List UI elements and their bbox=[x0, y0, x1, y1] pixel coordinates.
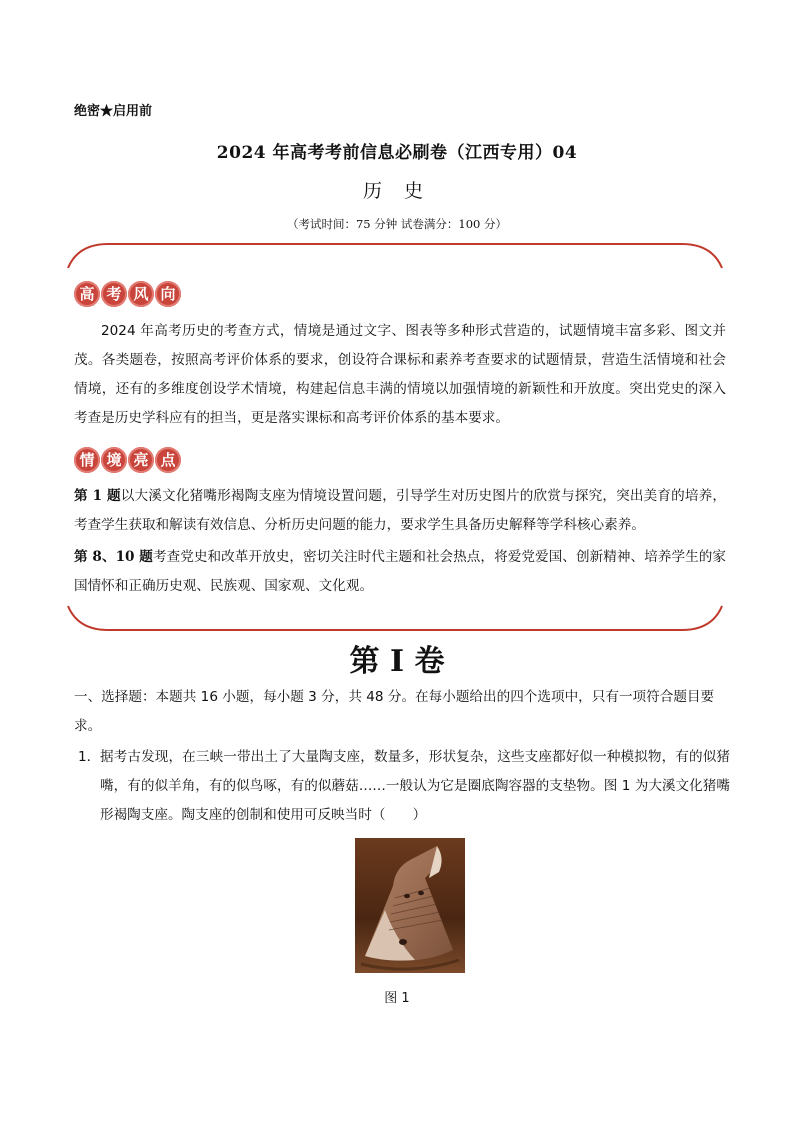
exam-title: 2024 年高考考前信息必刷卷（江西专用）04 bbox=[216, 143, 578, 163]
highlight-text: 考查党史和改革开放史，密切关注时代主题和社会热点，将爱党爱国、创新精神、培养学生的家国情怀和正确历史观、民族观、国家观、文化观。 bbox=[74, 549, 726, 594]
question-text: 据考古发现，在三峡一带出土了大量陶支座，数量多，形状复杂，这些支座都好似一种模拟物，有的似猪嘴，有的似羊角，有的似鸟啄，有的似蘑菇……一般认为它是圈底陶容器的支垫物。图 1 为大溪文化猪嘴形褐陶支座。陶支座的创制和使用可反映当时（ ） bbox=[100, 749, 730, 823]
secret-mark: 绝密★启用前 bbox=[74, 104, 153, 119]
badge-char: 考 bbox=[101, 281, 127, 307]
section-instructions: 一、选择题：本题共 16 小题，每小题 3 分，共 48 分。在每小题给出的四个选项中，只有一项符合题目要求。 bbox=[74, 689, 715, 734]
exam-info: （考试时间：75 分钟 试卷满分：100 分） bbox=[286, 217, 508, 231]
trend-badge bbox=[74, 281, 182, 307]
highlight-lead: 第 8、10 题 bbox=[74, 549, 153, 565]
badge-char: 高 bbox=[74, 281, 100, 307]
highlights-badge bbox=[74, 447, 182, 473]
highlight-item-2 bbox=[74, 543, 726, 601]
trend-paragraph: 2024 年高考历史的考查方式，情境是通过文字、图表等多种形式营造的，试题情境丰富多彩、图文并茂。各类题卷，按照高考评价体系的要求，创设符合课标和素养考查要求的试题情景，营造生活情境和社会情境，还有的多维度创设学术情境，构建起信息丰满的情境以加强情境的新颖性和开放度。突出党史的深入考查是历史学科应有的担当，更是落实课标和高考评价体系的基本要求。 bbox=[74, 323, 726, 426]
badge-char: 点 bbox=[155, 447, 181, 473]
highlight-item-1 bbox=[74, 482, 726, 540]
subject-title: 历 史 bbox=[362, 180, 432, 202]
highlight-text: 以大溪文化猪嘴形褐陶支座为情境设置问题，引导学生对历史图片的欣赏与探究，突出美育的培养，考查学生获取和解读有效信息、分析历史问题的能力，要求学生具备历史解释等学科核心素养。 bbox=[74, 488, 726, 533]
pottery-stand-image bbox=[355, 838, 465, 973]
highlight-lead: 第 1 题 bbox=[74, 488, 121, 504]
badge-char: 亮 bbox=[128, 447, 154, 473]
volume-title: 第 I 卷 bbox=[349, 644, 445, 679]
badge-char: 向 bbox=[155, 281, 181, 307]
figure-caption: 图 1 bbox=[384, 991, 410, 1006]
question-number: 1． bbox=[78, 749, 101, 765]
badge-char: 风 bbox=[128, 281, 154, 307]
badge-char: 境 bbox=[101, 447, 127, 473]
badge-char: 情 bbox=[74, 447, 100, 473]
